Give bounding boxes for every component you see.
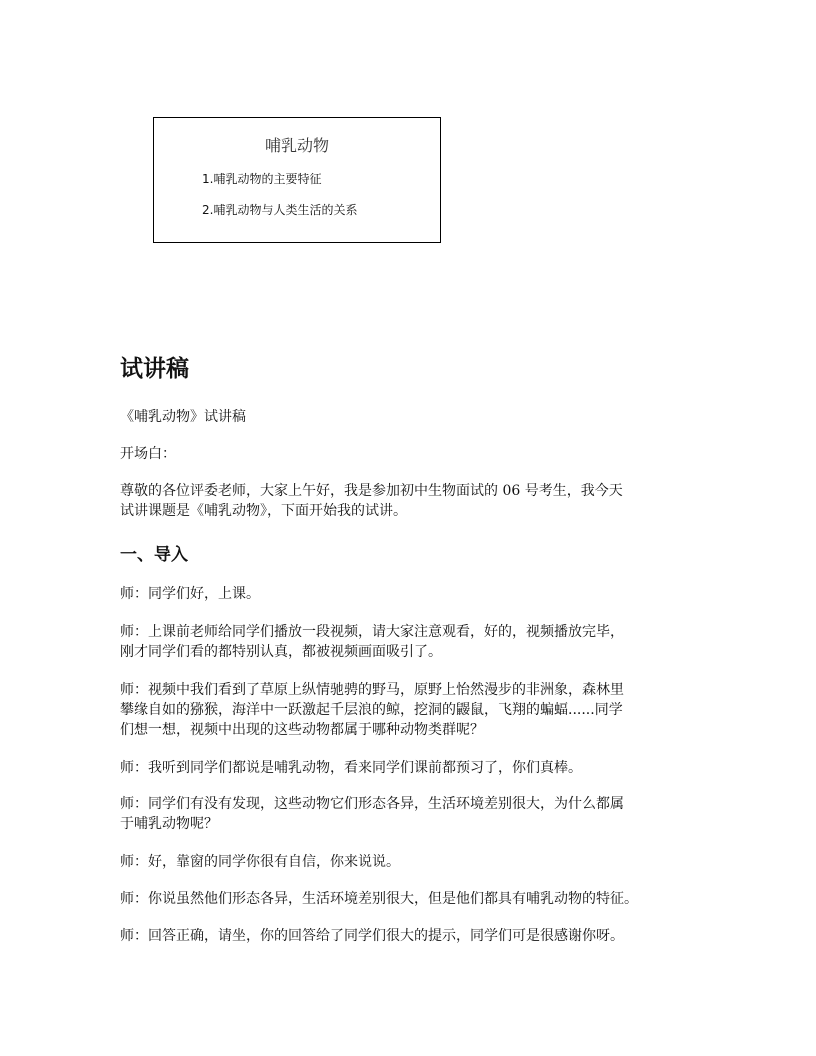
paragraph-line: 刚才同学们看的都特别认真，都被视频画面吸引了。 [120,644,442,660]
paragraph-line: 师：同学们有没有发现，这些动物它们形态各异，生活环境差别很大，为什么都属 [120,796,624,812]
opening-text [120,481,720,521]
paragraph [120,758,720,778]
opening-text-line: 尊敬的各位评委老师，大家上午好，我是参加初中生物面试的 06 号考生，我今天 [120,483,623,499]
paragraph-line: 师：同学们好，上课。 [120,586,260,602]
paragraph [120,584,720,604]
document-title: 试讲稿 [120,356,189,382]
opening-text-line: 试讲课题是《哺乳动物》，下面开始我的试讲。 [120,503,407,519]
paragraph [120,794,720,834]
paragraph [120,889,720,909]
paragraph-line: 师：上课前老师给同学们播放一段视频，请大家注意观看，好的，视频播放完毕， [120,624,624,640]
slide-thumbnail [153,117,441,243]
paragraph [120,926,720,946]
paragraph [120,680,720,740]
paragraph-line: 师：回答正确，请坐，你的回答给了同学们很大的提示，同学们可是很感谢你呀。 [120,928,624,944]
document-subtitle: 《哺乳动物》试讲稿 [120,409,246,425]
slide-title: 哺乳动物 [264,136,329,155]
paragraph-line: 师：好，靠窗的同学你很有自信，你来说说。 [120,854,400,870]
slide-item-1: 1.哺乳动物的主要特征 [202,172,322,186]
section-heading-intro: 一、导入 [120,545,188,565]
slide-item-2: 2.哺乳动物与人类生活的关系 [202,203,358,217]
paragraph-line: 于哺乳动物呢？ [120,816,218,832]
paragraph-line: 攀缘自如的猕猴，海洋中一跃激起千层浪的鲸，挖洞的鼹鼠，飞翔的蝙蝠......同学 [120,702,623,718]
paragraph-line: 师：视频中我们看到了草原上纵情驰骋的野马，原野上怡然漫步的非洲象，森林里 [120,682,624,698]
paragraph [120,622,720,662]
paragraph [120,852,720,872]
paragraph-line: 师：你说虽然他们形态各异，生活环境差别很大，但是他们都具有哺乳动物的特征。 [120,891,638,907]
paragraph-line: 师：我听到同学们都说是哺乳动物，看来同学们课前都预习了，你们真棒。 [120,760,582,776]
opening-label: 开场白： [120,446,176,462]
paragraph-line: 们想一想，视频中出现的这些动物都属于哪种动物类群呢？ [120,722,484,738]
